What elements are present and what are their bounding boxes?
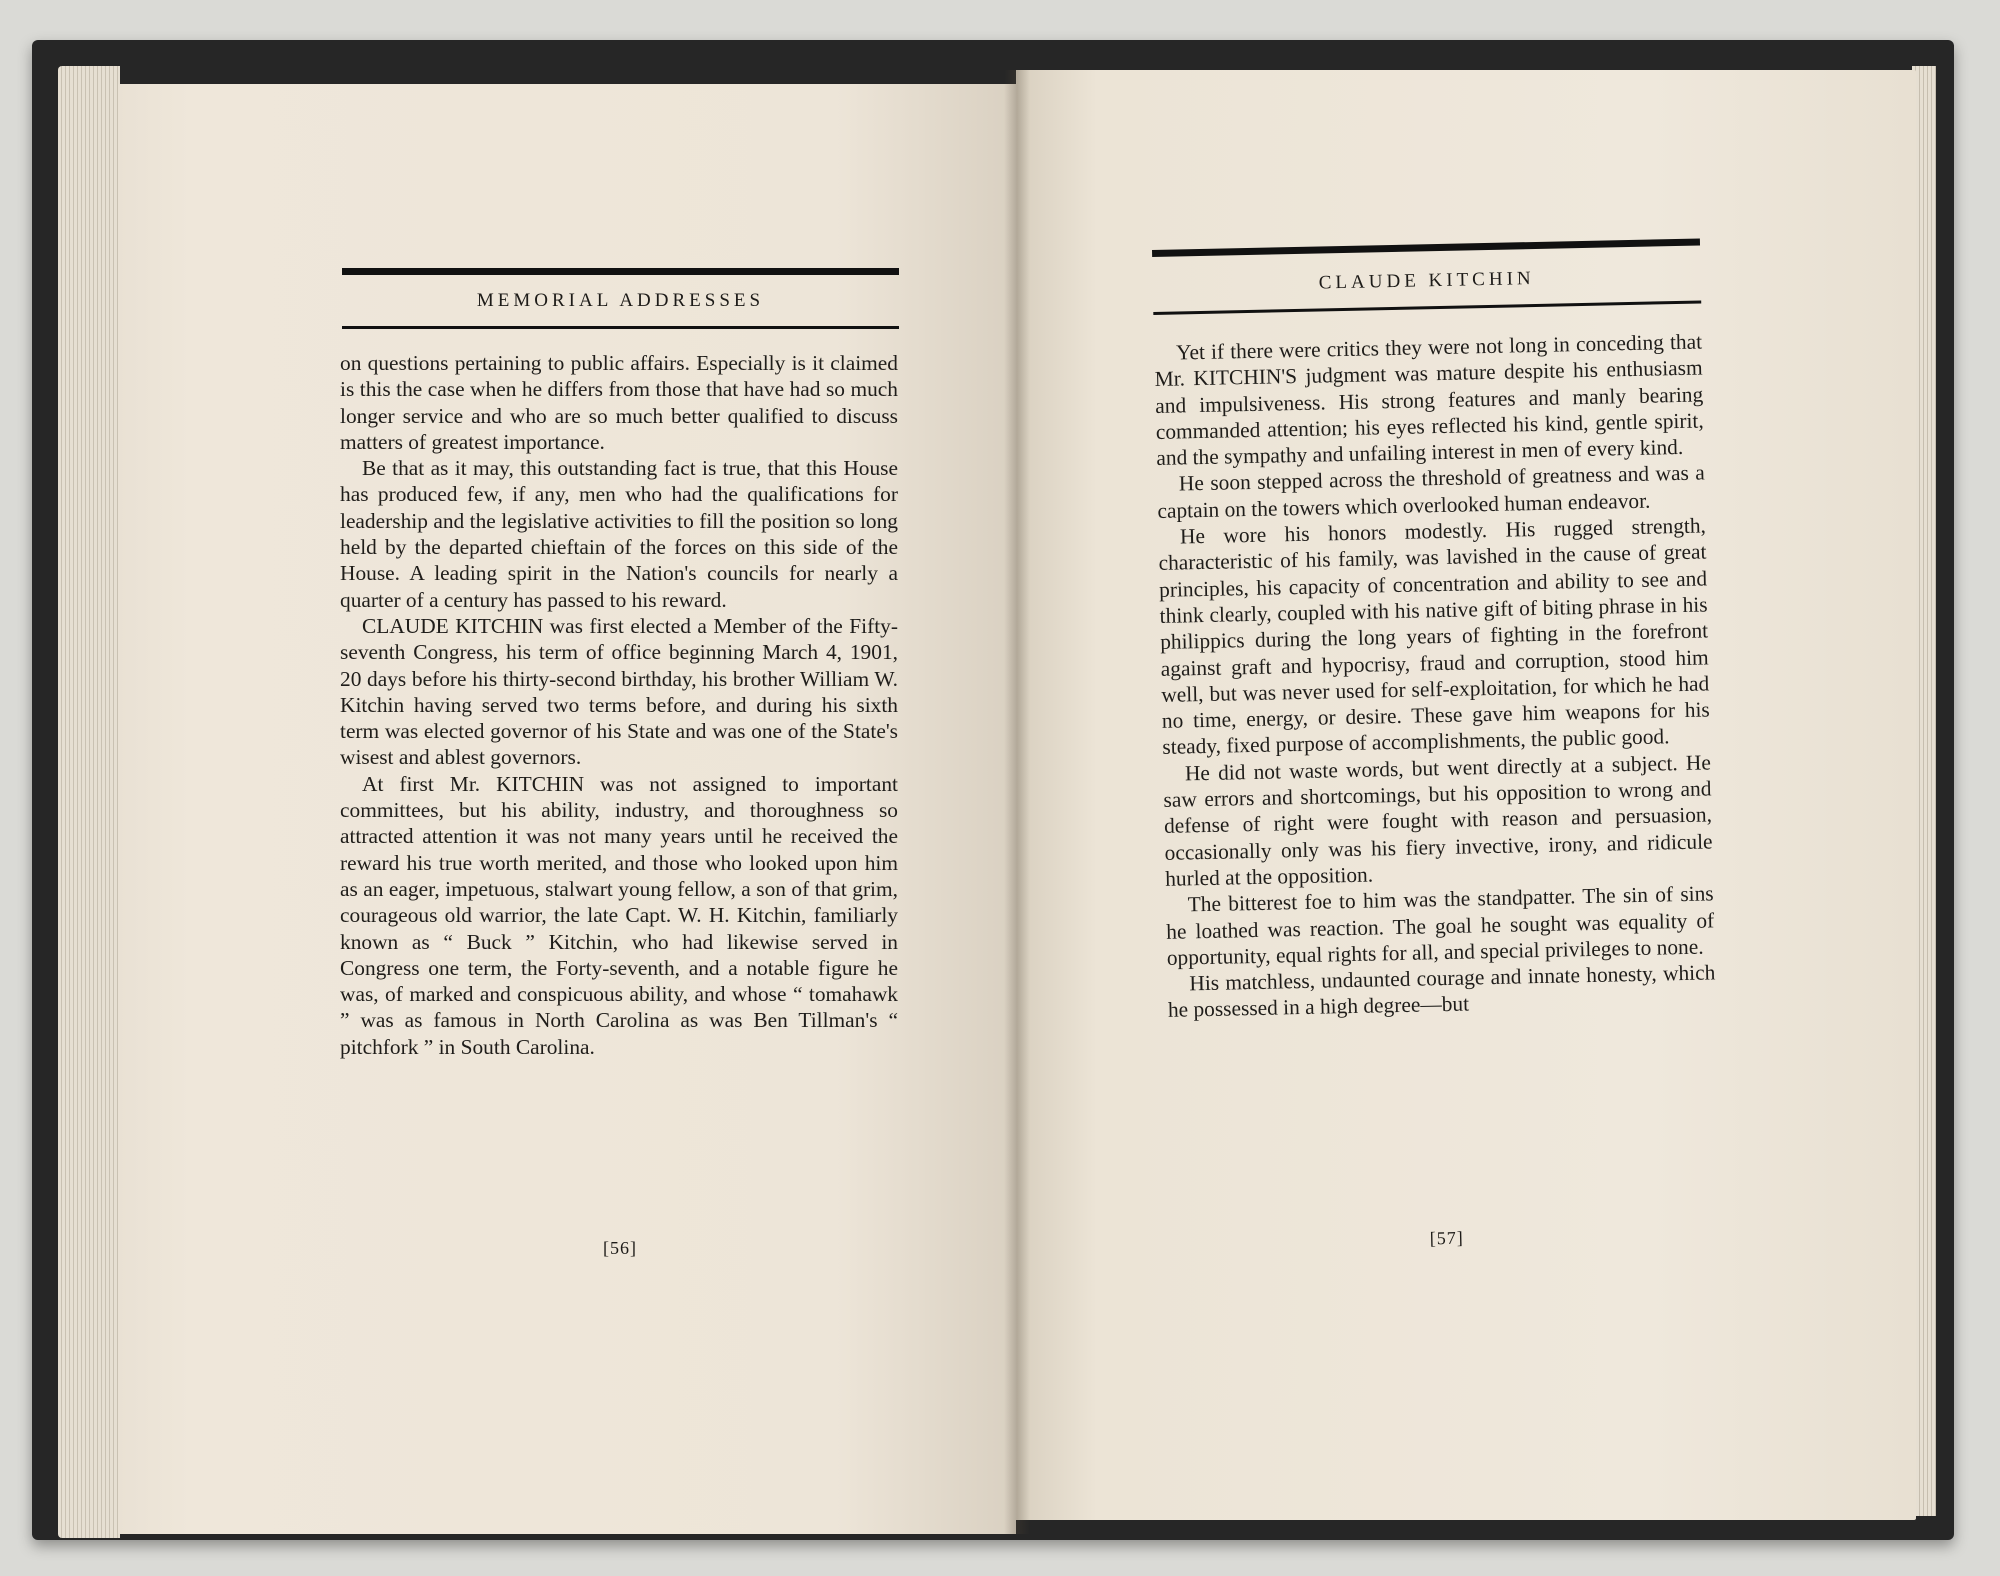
right-page-number: [57] bbox=[1429, 1227, 1464, 1249]
right-paragraph: He soon stepped across the threshold of greatness and was a captain on the towers which overlooked human endeavor. bbox=[1157, 460, 1706, 523]
right-header-rule-bottom bbox=[1153, 301, 1701, 315]
left-paragraph: on questions pertaining to public affairs. Especially is it claimed is this the case when he differs from those that have had so much longer service and who are so much better qualified to discuss matters of greatest importance. bbox=[340, 351, 898, 454]
left-paragraph: At first Mr. KITCHIN was not assigned to important committees, but his ability, industry, and thoroughness so attracted attention it was not many years until he received the reward his true worth merited, and those who looked upon him as an eager, impetuous, stalwart young fellow, a son of that grim, courageous old warrior, the late Capt. W. H. Kitchin, familiarly known as “ Buck ” Kitchin, who had likewise served in Congress one term, the Forty-seventh, and a notable figure he was, of marked and conspicuous ability, and whose “ tomahawk ” was as famous in North Carolina as was Ben Tillman's “ pitchfork ” in South Carolina. bbox=[340, 771, 898, 1059]
right-paragraph: Yet if there were critics they were not long in conceding that Mr. KITCHIN'S judgment was mature despite his enthusiasm and impulsiveness. His strong features and manly bearing commanded attention; his eyes reflected his kind, gentle spirit, and the sympathy and unfailing interest in men of every kind. bbox=[1154, 329, 1704, 471]
left-page-number: [56] bbox=[603, 1238, 637, 1258]
right-running-head: CLAUDE KITCHIN bbox=[1318, 267, 1535, 294]
book-gutter bbox=[1004, 70, 1030, 1534]
left-paragraph: CLAUDE KITCHIN was first elected a Member of the Fifty-seventh Congress, his term of office beginning March 4, 1901, 20 days before his thirty-second birthday, his brother William W. Kitchin having served two terms before, and during his sixth term was elected governor of his State and was one of the State's wisest and ablest governors. bbox=[340, 613, 898, 770]
left-paragraph: Be that as it may, this outstanding fact is true, that this House has produced few, if any, men who had the qualifications for leadership and the legislative activities to fill the position so long held by the departed chieftain of the forces on this side of the House. A leading spirit in the Nation's councils for nearly a quarter of a century has passed to his reward. bbox=[340, 456, 898, 612]
right-paragraph: His matchless, undaunted courage and innate honesty, which he possessed in a high degree—but bbox=[1167, 960, 1716, 1023]
right-paragraph: He did not waste words, but went directly at a subject. He saw errors and shortcomings, but his opposition to wrong and defense of right were fought with reason and persuasion, occasionally only was his fiery invective, irony, and ridicule hurled at the opposition. bbox=[1163, 750, 1713, 891]
right-page-content bbox=[1152, 239, 1721, 1250]
right-body-text bbox=[1154, 329, 1716, 1024]
left-running-head: MEMORIAL ADDRESSES bbox=[476, 290, 765, 311]
right-paragraph: He wore his honors modestly. His rugged strength, characteristic of his family, was lavished in the cause of great principles, his capacity of concentration and ability to see and think clearly, coupled with his native gift of biting phrase in his philippics during the long years of fighting in the forefront against graft and hypocrisy, fraud and corruption, stood him well, but was never used for self-exploitation, for which he had no time, energy, or desire. These gave him weapons for his steady, fixed purpose of accomplishments, the public good. bbox=[1158, 513, 1710, 760]
right-paragraph: The bitterest foe to him was the standpatter. The sin of sins he loathed was reaction. The goal he sought was equality of opportunity, equal rights for all, and special privileges to none. bbox=[1166, 881, 1715, 970]
left-header-rule-bottom bbox=[342, 326, 899, 329]
page-edges-left bbox=[58, 66, 120, 1538]
left-body-text bbox=[340, 350, 898, 1060]
left-header-rule-top bbox=[342, 268, 899, 275]
